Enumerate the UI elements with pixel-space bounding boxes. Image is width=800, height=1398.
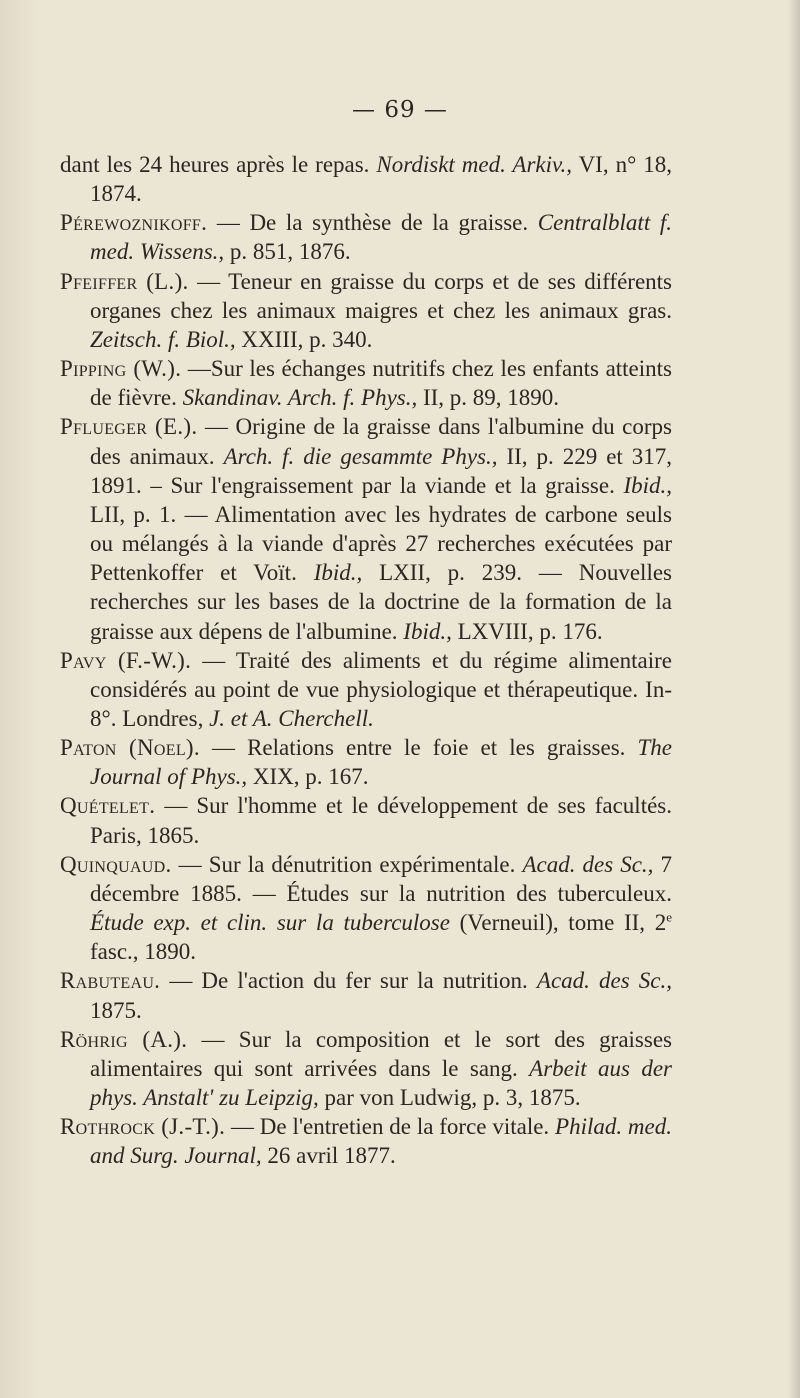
bibliography-entry-continuation bbox=[60, 150, 672, 208]
entry-reference: Skandinav. Arch. f. Phys., bbox=[182, 385, 418, 411]
entry-tail: LII, p. 1. — Alimentation avec les hydrates de carbone seuls ou mélangés à la viande d'après 27 recherches exécutées par Pettenkoffer et Voït. bbox=[90, 501, 672, 586]
entry-text: — Traité des aliments et du régime alimentaire considérés au point de vue physiologique et thérapeutique. In-8°. Londres, bbox=[90, 647, 672, 731]
entry-tail: p. 851, 1876. bbox=[224, 239, 351, 265]
bibliography-entry bbox=[60, 208, 672, 266]
entry-text: dant les 24 heures après le repas. bbox=[60, 152, 377, 177]
entry-tail: par von Ludwig, p. 3, 1875. bbox=[318, 1085, 581, 1110]
entry-text: — De l'action du fer sur la nutrition. bbox=[160, 968, 537, 994]
entry-author: Pipping (W.). bbox=[60, 356, 182, 382]
bibliography-list bbox=[60, 150, 672, 1170]
entry-author: Rabuteau. bbox=[60, 968, 161, 994]
bibliography-entry bbox=[60, 1112, 672, 1170]
entry-author: Röhrig (A.). bbox=[60, 1026, 188, 1052]
bibliography-entry bbox=[60, 354, 672, 412]
entry-tail: LXII, p. 239. — Nouvelles recherches sur les bases de la doctrine de la formation de la graisse aux dépens de l'albumine. bbox=[90, 560, 672, 644]
entry-tail: VI, n° 18, 1874. bbox=[90, 152, 672, 207]
entry-reference: Ibid., bbox=[403, 618, 452, 644]
entry-text: — De l'entretien de la force vitale. bbox=[225, 1114, 556, 1140]
entry-author: Pavy (F.-W.). bbox=[60, 647, 192, 673]
entry-author: Pfeiffer (L.). bbox=[60, 268, 189, 294]
entry-tail: 7 décembre 1885. — Études sur la nutrition des tuberculeux. bbox=[90, 851, 672, 906]
page-number: — 69 — bbox=[352, 97, 448, 123]
entry-reference: Acad. des Sc., bbox=[522, 851, 654, 877]
entry-reference: Centralblatt f. med. Wissens., bbox=[90, 210, 672, 265]
bibliography-entry bbox=[60, 1025, 672, 1112]
bibliography-entry bbox=[60, 267, 672, 354]
entry-author: Rothrock (J.-T.). bbox=[60, 1114, 226, 1140]
entry-reference: Zeitsch. f. Biol., bbox=[90, 326, 236, 352]
entry-reference: J. et A. Cherchell. bbox=[209, 705, 374, 731]
entry-tail: II, p. 89, 1890. bbox=[417, 385, 560, 411]
entry-author: Quinquaud. bbox=[60, 851, 172, 877]
bibliography-entry bbox=[60, 733, 672, 791]
entry-reference: Acad. des Sc., bbox=[536, 968, 672, 994]
entry-text: — Sur l'homme et le développement de ses facultés. Paris, 1865. bbox=[90, 793, 672, 848]
entry-tail: II, p. 229 et 317, 1891. – Sur l'engraissement par la viande et la graisse. bbox=[90, 443, 673, 498]
entry-tail: fasc., 1890. bbox=[90, 939, 197, 965]
entry-tail: XIX, p. 167. bbox=[247, 764, 369, 790]
entry-text: —Sur les échanges nutritifs chez les enfants atteints de fièvre. bbox=[90, 356, 672, 411]
entry-text: — Sur la composition et le sort des graisses alimentaires qui sont arrivées dans le sang. bbox=[90, 1026, 672, 1081]
entry-author: Pérewoznikoff. bbox=[60, 210, 208, 236]
entry-superscript: e bbox=[666, 909, 672, 925]
bibliography-entry bbox=[60, 850, 672, 967]
entry-author: Quételet. bbox=[60, 793, 156, 819]
entry-reference: Nordiskt med. Arkiv., bbox=[376, 152, 573, 177]
entry-reference: Ibid., bbox=[313, 560, 363, 586]
bibliography-entry bbox=[60, 412, 672, 645]
entry-reference: Philad. med. and Surg. Journal, bbox=[90, 1114, 672, 1169]
entry-text: — Teneur en graisse du corps et de ses différents organes chez les animaux maigres et chez les animaux gras. bbox=[90, 268, 672, 323]
bibliography-entry bbox=[60, 646, 672, 733]
entry-reference: Étude exp. et clin. sur la tuberculose bbox=[90, 910, 450, 936]
entry-reference: The Journal of Phys., bbox=[90, 735, 672, 790]
entry-text: — Relations entre le foie et les graisses. bbox=[199, 735, 638, 761]
entry-tail: LXVIII, p. 176. bbox=[451, 618, 603, 644]
entry-text: — Origine de la graisse dans l'albumine du corps des animaux. bbox=[90, 414, 672, 469]
entry-reference: Ibid., bbox=[623, 472, 672, 498]
bibliography-entry bbox=[60, 791, 672, 849]
entry-author: Pflueger (E.). bbox=[60, 414, 198, 440]
entry-tail: 1875. bbox=[90, 997, 142, 1023]
entry-tail: 26 avril 1877. bbox=[261, 1143, 396, 1169]
entry-reference: Arbeit aus der phys. Anstalt' zu Leipzig, bbox=[90, 1055, 672, 1110]
entry-reference: Arch. f. die gesammte Phys., bbox=[223, 443, 498, 469]
entry-text: — Sur la dénutrition expérimentale. bbox=[171, 851, 523, 877]
entry-tail: (Verneuil), tome II, 2 bbox=[449, 910, 667, 936]
entry-author: Paton (Noel). bbox=[60, 735, 200, 761]
bibliography-entry bbox=[60, 966, 672, 1024]
entry-tail: XXIII, p. 340. bbox=[235, 326, 373, 352]
entry-text: — De la synthèse de la graisse. bbox=[207, 210, 538, 236]
